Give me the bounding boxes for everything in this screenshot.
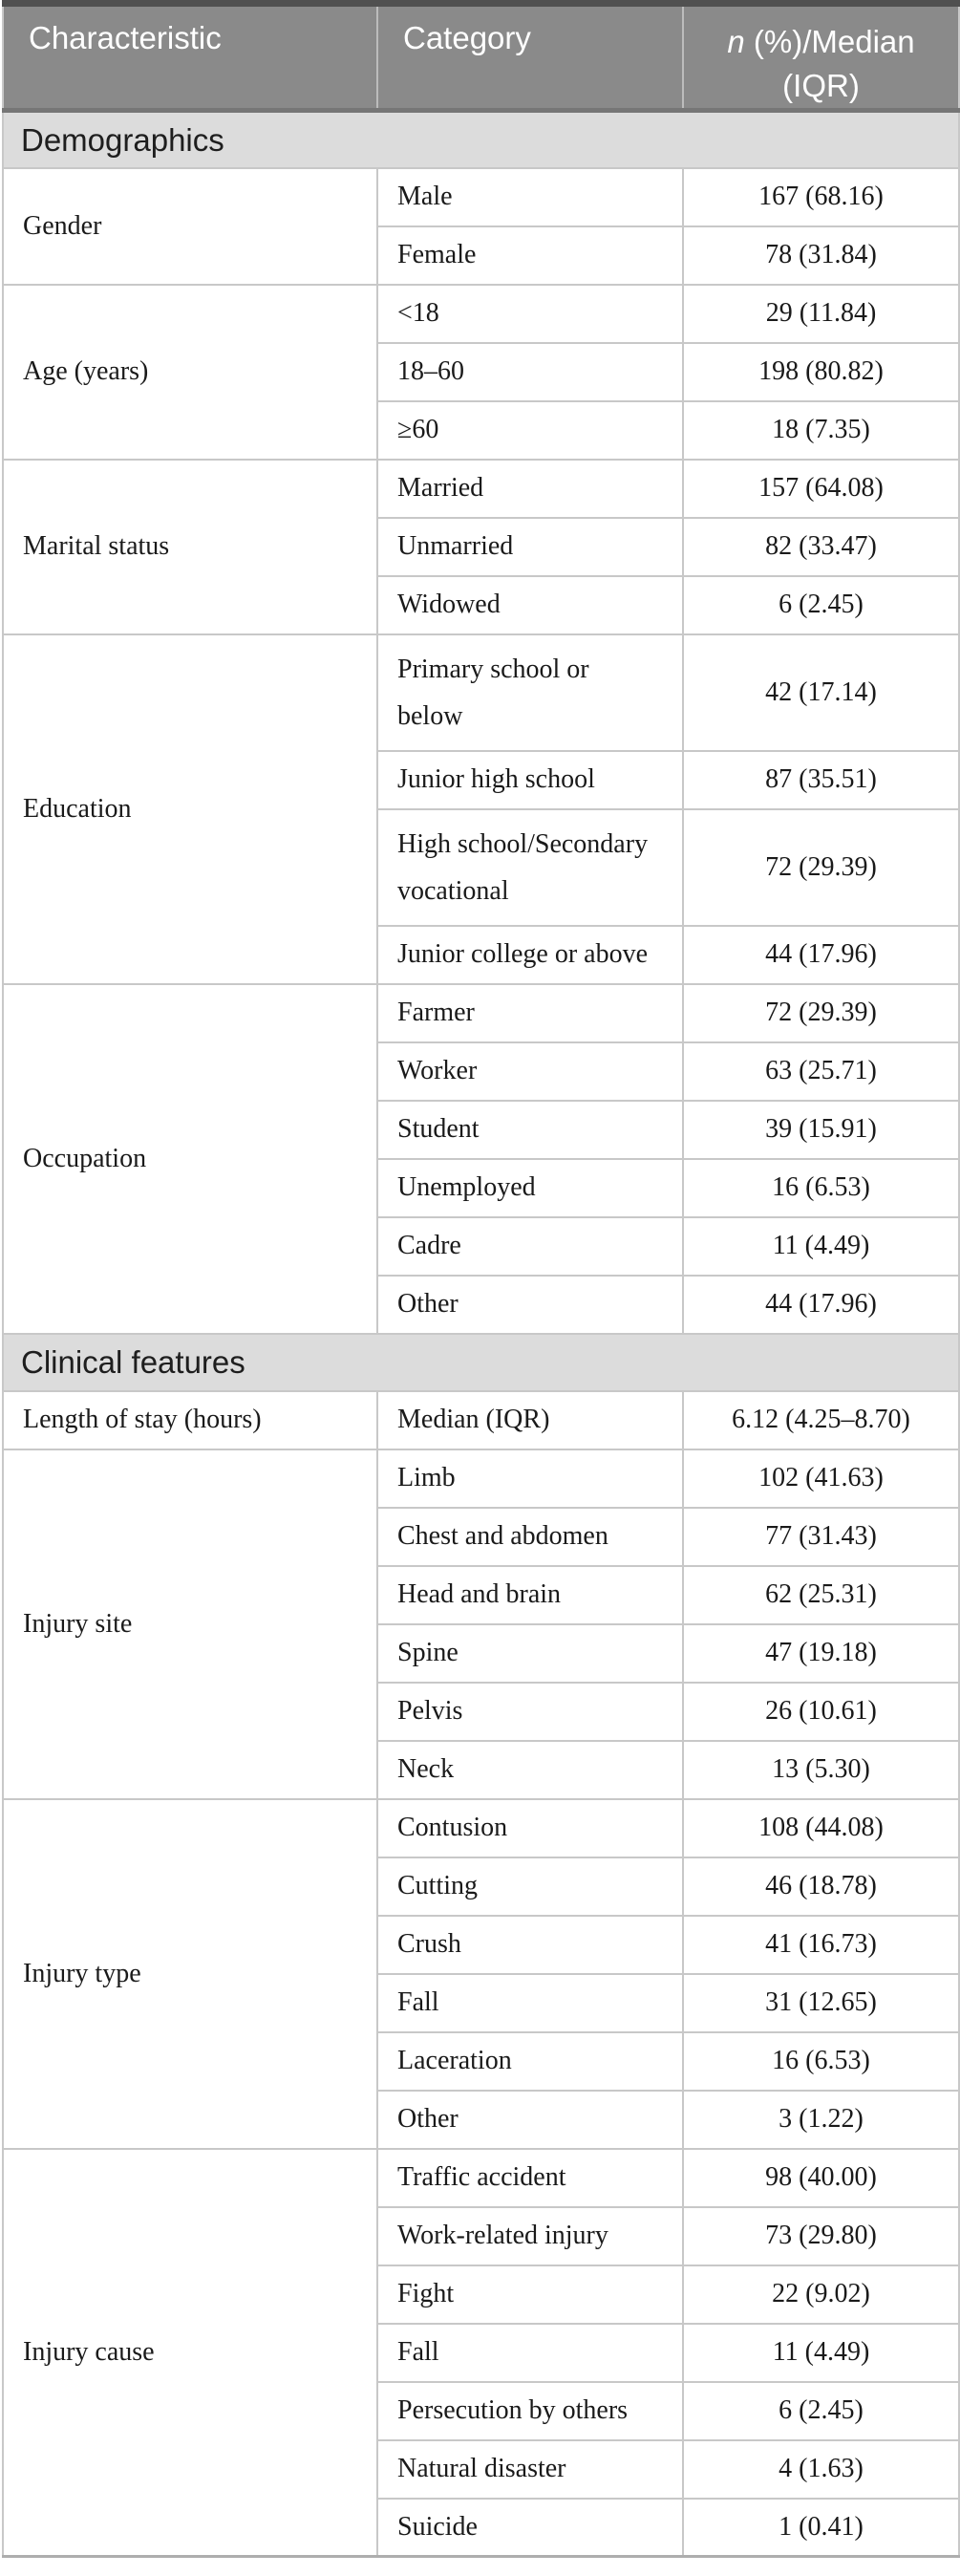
value-cell: 108 (44.08)	[683, 1799, 959, 1857]
value-cell: 63 (25.71)	[683, 1042, 959, 1101]
category-cell: Median (IQR)	[377, 1391, 683, 1449]
category-cell: Head and brain	[377, 1566, 683, 1624]
value-cell: 39 (15.91)	[683, 1101, 959, 1159]
header-cell-value	[683, 4, 959, 111]
value-cell: 26 (10.61)	[683, 1683, 959, 1741]
value-cell: 11 (4.49)	[683, 1217, 959, 1276]
header-value-label: (%)/Median (IQR)	[744, 24, 915, 104]
category-cell: Contusion	[377, 1799, 683, 1857]
category-cell: Natural disaster	[377, 2440, 683, 2499]
value-cell: 42 (17.14)	[683, 634, 959, 751]
value-cell: 157 (64.08)	[683, 460, 959, 518]
value-cell: 11 (4.49)	[683, 2324, 959, 2382]
value-cell: 29 (11.84)	[683, 285, 959, 343]
characteristic-cell: Education	[3, 634, 377, 984]
characteristic-cell: Gender	[3, 168, 377, 285]
category-cell: Fight	[377, 2265, 683, 2324]
value-cell: 41 (16.73)	[683, 1916, 959, 1974]
category-cell	[377, 809, 683, 926]
category-cell: Cadre	[377, 1217, 683, 1276]
value-cell: 4 (1.63)	[683, 2440, 959, 2499]
category-cell: Cutting	[377, 1857, 683, 1916]
category-cell: Student	[377, 1101, 683, 1159]
category-cell: Other	[377, 2091, 683, 2149]
category-cell: Male	[377, 168, 683, 226]
category-cell: Crush	[377, 1916, 683, 1974]
section-row-clinical-features	[3, 1334, 959, 1391]
category-cell: Traffic accident	[377, 2149, 683, 2207]
header-n-symbol: n	[727, 24, 745, 59]
category-cell: Junior high school	[377, 751, 683, 809]
table-row	[3, 285, 959, 343]
value-cell: 16 (6.53)	[683, 1159, 959, 1217]
value-cell: 6.12 (4.25–8.70)	[683, 1391, 959, 1449]
table-row	[3, 460, 959, 518]
table-row	[3, 984, 959, 1042]
category-text: Primary school or below	[397, 654, 589, 731]
characteristic-cell: Length of stay (hours)	[3, 1391, 377, 1449]
category-cell: Married	[377, 460, 683, 518]
category-cell: Chest and abdomen	[377, 1508, 683, 1566]
table-row	[3, 634, 959, 751]
section-title: Demographics	[3, 111, 959, 168]
value-cell: 16 (6.53)	[683, 2032, 959, 2091]
category-cell: Spine	[377, 1624, 683, 1683]
table-row	[3, 1799, 959, 1857]
value-cell: 31 (12.65)	[683, 1974, 959, 2032]
category-cell: Unemployed	[377, 1159, 683, 1217]
category-cell: Widowed	[377, 576, 683, 634]
table-row	[3, 2149, 959, 2207]
table-header-row	[3, 4, 959, 111]
value-cell: 18 (7.35)	[683, 401, 959, 460]
value-cell: 82 (33.47)	[683, 518, 959, 576]
value-cell: 6 (2.45)	[683, 2382, 959, 2440]
category-cell: 18–60	[377, 343, 683, 401]
value-cell: 13 (5.30)	[683, 1741, 959, 1799]
characteristic-cell: Age (years)	[3, 285, 377, 460]
category-cell: Laceration	[377, 2032, 683, 2091]
characteristic-cell: Injury type	[3, 1799, 377, 2149]
category-cell	[377, 634, 683, 751]
section-title: Clinical features	[3, 1334, 959, 1391]
value-cell: 198 (80.82)	[683, 343, 959, 401]
category-cell: Persecution by others	[377, 2382, 683, 2440]
characteristic-cell: Injury site	[3, 1449, 377, 1799]
value-cell: 46 (18.78)	[683, 1857, 959, 1916]
value-cell: 1 (0.41)	[683, 2499, 959, 2557]
value-cell: 62 (25.31)	[683, 1566, 959, 1624]
table-row	[3, 1449, 959, 1508]
characteristic-cell: Occupation	[3, 984, 377, 1334]
value-cell: 44 (17.96)	[683, 1276, 959, 1334]
value-cell: 87 (35.51)	[683, 751, 959, 809]
value-cell: 22 (9.02)	[683, 2265, 959, 2324]
value-cell: 44 (17.96)	[683, 926, 959, 984]
table-row	[3, 1391, 959, 1449]
value-cell: 78 (31.84)	[683, 226, 959, 285]
patient-characteristics-table	[2, 0, 960, 2558]
category-cell: Pelvis	[377, 1683, 683, 1741]
value-cell: 6 (2.45)	[683, 576, 959, 634]
category-cell: Unmarried	[377, 518, 683, 576]
characteristic-cell: Marital status	[3, 460, 377, 634]
header-cell-characteristic: Characteristic	[3, 4, 377, 111]
value-cell: 73 (29.80)	[683, 2207, 959, 2265]
category-cell: Neck	[377, 1741, 683, 1799]
category-text: High school/Secondary vocational	[397, 828, 649, 906]
category-cell: Fall	[377, 2324, 683, 2382]
value-cell: 167 (68.16)	[683, 168, 959, 226]
category-cell: Limb	[377, 1449, 683, 1508]
section-row-demographics	[3, 111, 959, 168]
category-cell: Other	[377, 1276, 683, 1334]
category-cell: Farmer	[377, 984, 683, 1042]
value-cell: 98 (40.00)	[683, 2149, 959, 2207]
category-cell: Worker	[377, 1042, 683, 1101]
category-cell: Work-related injury	[377, 2207, 683, 2265]
value-cell: 72 (29.39)	[683, 809, 959, 926]
value-cell: 3 (1.22)	[683, 2091, 959, 2149]
value-cell: 72 (29.39)	[683, 984, 959, 1042]
table-row	[3, 168, 959, 226]
category-cell: Fall	[377, 1974, 683, 2032]
category-cell: Junior college or above	[377, 926, 683, 984]
category-cell: <18	[377, 285, 683, 343]
category-cell: ≥60	[377, 401, 683, 460]
value-cell: 102 (41.63)	[683, 1449, 959, 1508]
header-cell-category: Category	[377, 4, 683, 111]
characteristic-cell: Injury cause	[3, 2149, 377, 2557]
value-cell: 77 (31.43)	[683, 1508, 959, 1566]
category-cell: Suicide	[377, 2499, 683, 2557]
value-cell: 47 (19.18)	[683, 1624, 959, 1683]
category-cell: Female	[377, 226, 683, 285]
